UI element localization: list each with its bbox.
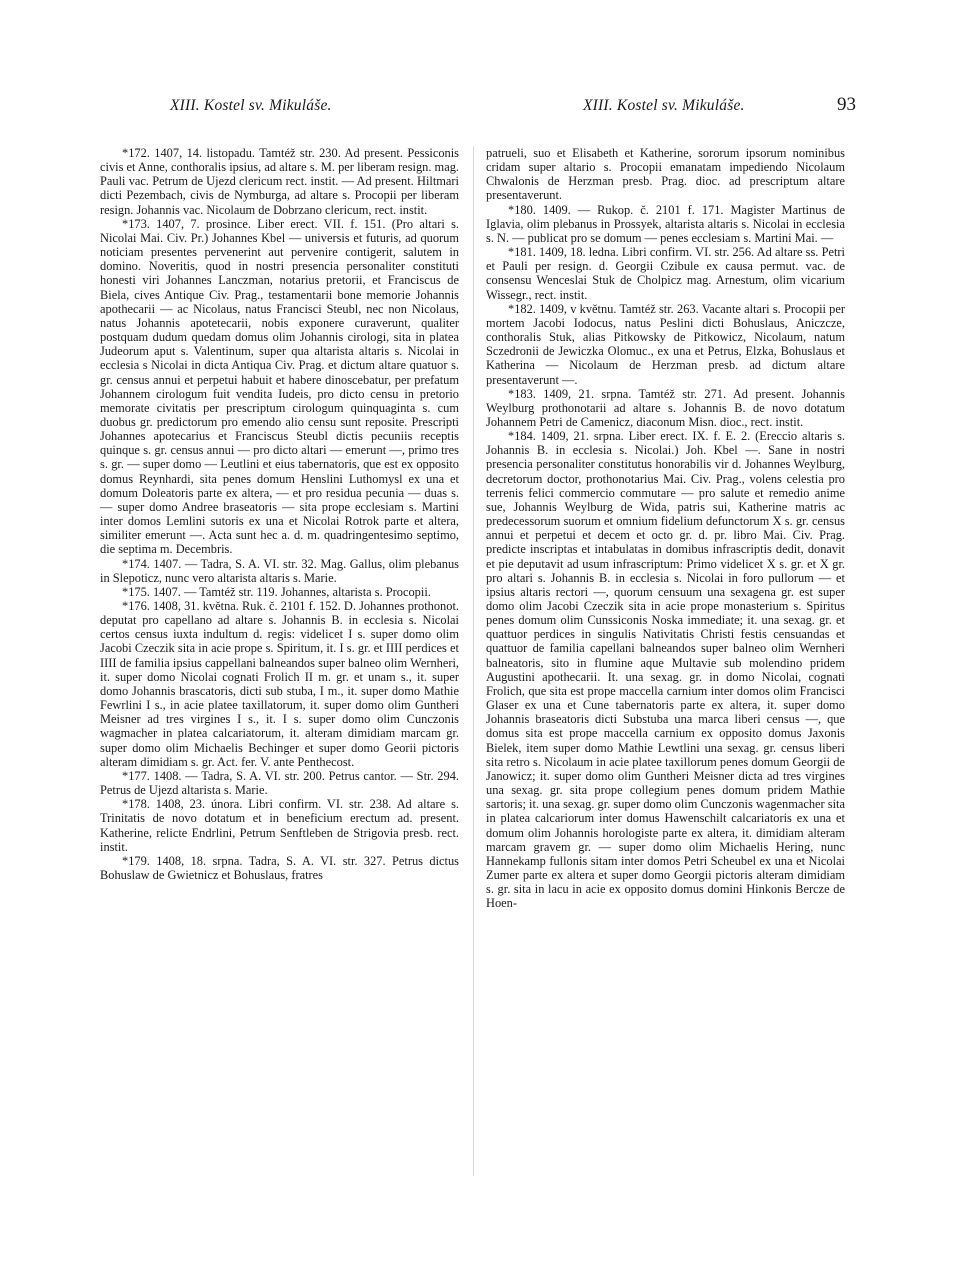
- entry-177: *177. 1408. — Tadra, S. A. VI. str. 200. Petrus cantor. — Str. 294. Petrus de Ujezd altarista s. Marie.: [100, 768, 459, 798]
- right-column: [486, 146, 845, 910]
- page-number: 93: [837, 94, 856, 115]
- entry-178: *178. 1408, 23. února. Libri confirm. VI. str. 238. Ad altare s. Trinitatis de novo dotatum et in beneficium erectum ad. present. Katherine, relicte Endrlini, Petrum Senftleben de Strigovia presb. rect. instit.: [100, 797, 459, 854]
- column-divider: [473, 146, 474, 1176]
- entry-182: *182. 1409, v květnu. Tamtéž str. 263. Vacante altari s. Procopii per mortem Jacobi Iodocus, natus Peslini dicti Bohuslaus, Aniczcze, conthoralis Stuk, alias Pitkowsky de Pitkowicz, Nicolaum, natum Sczedronii de Jewiczka Olomuc., ex una et Petrus, Elzka, Bohuslaus et Katherina — Nicolaum de Herzman presb. ad dictum altare presentaverunt —.: [486, 301, 845, 387]
- entry-174: *174. 1407. — Tadra, S. A. VI. str. 32. Mag. Gallus, olim plebanus in Slepoticz, nunc vero altarista altaris s. Marie.: [100, 556, 459, 585]
- entry-176: *176. 1408, 31. května. Ruk. č. 2101 f. 152. D. Johannes prothonot. deputat pro capellano ad altare s. Johannis B. in ecclesia s. Nicolai certos census iuxta indultum d. regis: videlicet I s. super domo olim Jacobi Czeczik sita in acie prope s. Spiritum, it. I s. gr. et IIII perdices et IIII de familia ipsius cappellani balneandos super balneo olim Wernheri, it. super domo Nicolai cognati Frolich II m. gr. et unam s., it. super domo Johannis brascatoris, dicti sub stuba, I m., it. super domo Mathie Fewrlini I s., in acie platee taxillatorum, it. super domo olim Guntheri Meisner ad tres virgines I s., it. I s. super domo olim Cunczonis wagmacher in platea calcariatorum, it. alteram dimidiam marcam gr. super domo olim Michaelis Bechinger et super domo Georii pictoris alteram dimidiam s. gr. Act. fer. V. ante Penthecost.: [100, 599, 459, 769]
- entry-184: *184. 1409, 21. srpna. Liber erect. IX. f. E. 2. (Ereccio altaris s. Johannis B. in ecclesia s. Nicolai.) Joh. Kbel —. Sane in nostri presencia personaliter constitutus honorabilis vir d. Johannes Weylburg, decretorum doctor, prothonotarius Mai. Civ. Prag., volens celestia pro terrenis felici commercio commutare — pro salute et remedio anime sue, Johannis Weylburg de Wida, patris sui, Katherine matris ac predecessorum suorum et omnium fidelium defunctorum X s. gr. census annui et perpetui et decem et octo gr. d. pr. libro Mai. Civ. Prag. predicte inscriptas et intabulatas in domibus infrascriptis dedit, donavit et pie deputavit ad usum infrascriptum: Primo videlicet X s. gr. et X gr. pro altari s. Johannis B. in ecclesia s. Nicolai in foro pullorum — et ipsius altaris rectori —, quorum censuum una sexagena gr. est super domo olim Jacobi Czeczik sita in acie prope monasterium s. Spiritus penes domum olim Cunssiconis Noska immediate; it. una sexag. gr. et quattuor perdices in singulis Nativitatis Christi festis censuandas et quattuor de familia capellani balneandos super balneo olim Wernheri balneatoris, sito in flumine aque Multavie sub molendino pridem Augustini apothecarii. It. una sexag. gr. in domo Nicolai, cognati Frolich, que sita est prope maccella carnium inter domos olim Francisci Glaser ex una et Cune tabernatoris parte ex altera, it. super domo Johannis braseatoris dicti Substuba una marca liberi census —, que domus sita est prope maccella carnium ex opposito domus Jaxonis Bielek, item super domo Mathie Lewtlini una sexag. gr. census liberi sita retro s. Nicolaum in acie platee taxillorum penes domum Georgii de Janowicz; it. super domo olim Guntheri Meisner dicta ad tres virgines una sexag. gr. sita prope collegium penes domum pridem Mathie sartoris; it. una sexag. gr. super domo olim Cunczonis wagenmacher sita in platea calcariorum inter domus Hawenschilt calcariatoris ex una et domum olim Johannis horologiste parte ex altera, it. dimidiam alteram marcam gravem gr. — super domo olim Michaelis Hering, nunc Hannekamp fullonis sitam inter domos Petri Scheubel ex una et Nicolai Zumer parte ex altera et super domo Georgii pictoris alteram dimidiam s. gr. sita in lacu in acie ex opposito domus domini Hinkonis Bercze de Hoen-: [486, 429, 845, 911]
- entry-183: *183. 1409, 21. srpna. Tamtéž str. 271. Ad present. Johannis Weylburg prothonotarii ad altare s. Johannis B. de novo dotatum Johannem Petri de Camenicz, diaconum Misn. dioc., rect. instit.: [486, 386, 845, 429]
- running-header-right: XIII. Kostel sv. Mikuláše.: [583, 97, 745, 114]
- left-column: [100, 146, 459, 882]
- entry-179: *179. 1408, 18. srpna. Tadra, S. A. VI. str. 327. Petrus dictus Bohuslaw de Gwietnicz et Bohuslaus, fratres: [100, 853, 459, 882]
- entry-173: *173. 1407, 7. prosince. Liber erect. VII. f. 151. (Pro altari s. Nicolai Mai. Civ. Pr.) Johannes Kbel — universis et futuris, ad quorum noticiam presentes pervenerint aut pervenire contigerit, salutem in domino. Noveritis, quod in nostri presencia personaliter constituti honesti viri Johannes Lanczman, notarius pretorii, et Franciscus de Biela, cives Antique Civ. Prag., testamentarii bone memorie Johannis apothecarii — ac Nicolaus, natus Francisci Steubl, nec non Nicolaus, natus Johannis apotetecarii, nobis exponere curaverunt, qualiter postquam dudum quedam domus olim Johannis cirologi, sita in platea Judeorum aput s. Valentinum, super qua altarista altaris s. Nicolai in ecclesia s Nicolai in dicta Antiqua Civ. Prag. et dictum altare quatuor s. gr. census annui et perpetui habuit et habere dinoscebatur, per prefatum Johannem cirologum fuit vendita Iudeis, pro dicto censu in pretorio memorate civitatis per prescriptum cirologum quinquaginta s. cum duobus gr. predictorum pro emendo alio censu sunt reposite. Prescripti Johannes apotecarius et Franciscus Steubl dictis pecuniis receptis quinque s. gr. census annui — pro dicto altari — emerunt —, primo tres s. gr. — super domo — Leutlini et eius tabernatoris, que est ex opposito domus Reynhardi, sita penes domum Henslini Luthomysl ex una et domum Doleatoris parte ex altera, — et pro residua pecunia — duas s. — super domo Andree braseatoris — sita prope ecclesiam s. Martini inter domos Lemlini sutoris ex una et Nicolai Rotrok parte et altera, similiter emerunt —. Acta sunt hec a. d. m. quadringentesimo septimo, die septima m. Decembris.: [100, 216, 459, 557]
- running-header-left: XIII. Kostel sv. Mikuláše.: [170, 97, 332, 114]
- entry-181: *181. 1409, 18. ledna. Libri confirm. VI. str. 256. Ad altare ss. Petri et Pauli per resign. d. Georgii Czibule ex causa permut. vac. de consensu Wenceslai Stuk de Cholpicz mag. Arnestum, olim vicarium Wissegr., rect. instit.: [486, 245, 845, 302]
- entry-179-continuation: patrueli, suo et Elisabeth et Katherine, sororum ipsorum nominibus cridam super altario s. Procopii emanatam impediendo Nicolaum Chwalonis de Herzman presb. Prag. dioc. ad prescriptum altare presentaverunt.: [486, 146, 845, 203]
- entry-172: *172. 1407, 14. listopadu. Tamtéž str. 230. Ad present. Pessiconis civis et Anne, conthoralis ipsius, ad altare s. M. per liberam resign. mag. Pauli vac. Petrum de Ujezd clericum rect. instit. — Ad present. Hiltmari dicti Pezembach, civis de Nymburga, ad altare s. Procopii per liberam resign. Johannis vac. Nicolaum de Dobrzano clericum, rect. instit.: [100, 146, 459, 217]
- entry-180: *180. 1409. — Rukop. č. 2101 f. 171. Magister Martinus de Iglavia, olim plebanus in Prossyek, altarista altaris s. Nicolai in ecclesia s. N. — publicat pro se domum — penes ecclesiam s. Martini Mai. —: [486, 202, 845, 245]
- entry-175: *175. 1407. — Tamtéž str. 119. Johannes, altarista s. Procopii.: [122, 584, 431, 599]
